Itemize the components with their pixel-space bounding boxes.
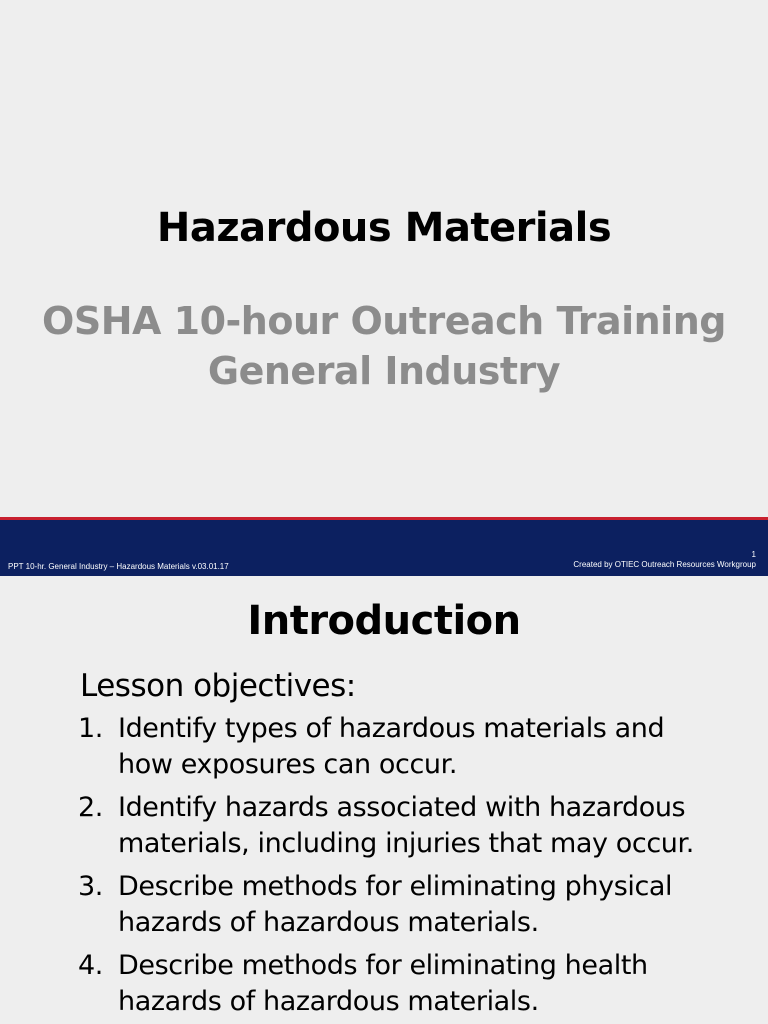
objective-item [78, 869, 748, 941]
intro-title: Introduction [247, 598, 521, 644]
subtitle-line-2: General Industry [207, 349, 561, 393]
slide-subtitle [0, 296, 768, 396]
objective-line: hazards of hazardous materials. [118, 986, 539, 1017]
objective-item [78, 711, 748, 783]
objectives-list [78, 711, 748, 1024]
objective-line: how exposures can occur. [118, 749, 458, 780]
objective-number: 1. [78, 713, 103, 744]
objective-line: Identify hazards associated with hazardous [118, 792, 686, 823]
footer-credit: Created by OTIEC Outreach Resources Workgroup [573, 560, 756, 569]
lesson-objectives-label: Lesson objectives: [80, 668, 356, 704]
slide-title: Hazardous Materials [156, 205, 612, 251]
objective-line: Identify types of hazardous materials and [118, 713, 665, 744]
footer-page-number: 1 [751, 550, 756, 559]
footer-course-label: PPT 10-hr. General Industry – Hazardous Materials v.03.01.17 [8, 562, 229, 571]
objective-number: 4. [78, 950, 103, 981]
objective-line: materials, including injuries that may occur. [118, 828, 694, 859]
objective-line: Describe methods for eliminating health [118, 950, 648, 981]
objective-item [78, 948, 748, 1020]
subtitle-line-1: OSHA 10-hour Outreach Training [42, 299, 726, 343]
objective-number: 3. [78, 871, 103, 902]
slide-footer [0, 520, 768, 576]
objective-item [78, 790, 748, 862]
introduction-slide [0, 576, 768, 1024]
objective-line: Describe methods for eliminating physical [118, 871, 673, 902]
objective-line: hazards of hazardous materials. [118, 907, 539, 938]
objective-number: 2. [78, 792, 103, 823]
